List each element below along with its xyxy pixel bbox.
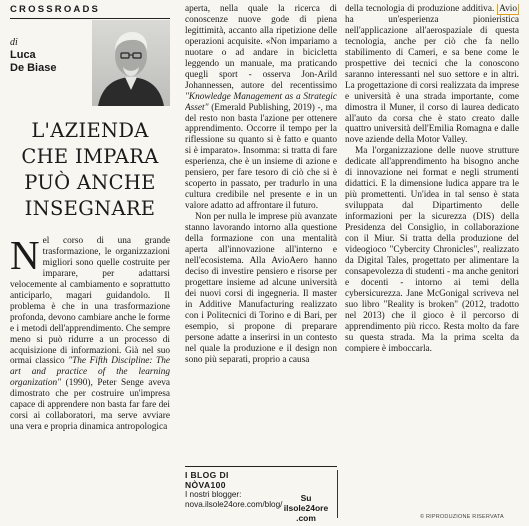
article-column-2 <box>185 4 337 460</box>
headline-line-2: CHE IMPARA <box>21 145 159 168</box>
author-portrait <box>92 20 170 106</box>
blog-site-label[interactable] <box>275 493 337 523</box>
author-last-name: De Biase <box>10 62 57 74</box>
column2-paragraph-1 <box>185 4 337 212</box>
column1-text-end: (1990), Peter Senge aveva dimostrato che per costruire un'impresa capace di apprendere non basta far fare dei corsi ai collaboratori, ma serve avviare una vera e propria dinamica antropologica <box>10 378 170 433</box>
blog-site-line-1: Su <box>300 493 312 503</box>
headline-line-1: L'AZIENDA <box>31 119 149 142</box>
column3-paragraph-2: Ma l'organizzazione delle nuove strutture dedicate all'apprendimento ha bisogno anche di innovazione nei format e negli strumenti didattici. E la dimensione ludica appare tra le più promettenti. Un'idea in tal senso è stata sviluppata dal Dipartimento delle informazioni per la sicurezza (DIS) della Presidenza del Consiglio, in collaborazione con il Miur. Si tratta della produzione del videogioco "Cybercity Chronicles", realizzato da Digital Tales, progettato per alimentare la consapevolezza di studenti - ma anche genitori e docenti - intorno ai temi della cybersicurezza. Jane McGonigal scriveva nel suo libro "Reality is broken" (2012, tradotto nel 2013) che il gioco è il percorso di apprendimento più ricco. Resta molto da fare su questa strada. Ma la prima scelta da compiere è imboccarla. <box>345 146 519 354</box>
column3-text-start: della tecnologia di produzione additiva. <box>345 4 498 14</box>
article-column-3 <box>345 4 519 512</box>
column2-paragraph-2: Non per nulla le imprese più avanzate stanno lavorando intorno alla questione della formazione con una mentalità aperta all'innovazione all'interno e nell'ecosistema. Alla AvioAero hanno deciso di investire pensiero e risorse per progettare insieme ad alcune università dei nuovi corsi di ingegneria. Il master in Additive Manufacturing realizzato con i Politecnici di Torino e di Bari, per esempio, si propone di preparare persone adatte a inserirsi in un contesto nel quale la produzione e il design non sono più separati, proprio a causa <box>185 212 337 365</box>
blog-site-line-3: .com <box>296 513 316 523</box>
column2-text-end: (Emerald Publishing, 2019) -, ma del resto non basta l'azione per ottenere apprendimento. Occorre il tempo per la riflessione su quanto si è fatto e quanto si è imparato». Insomma: si tratta di fare esperienza, che è un insieme di azione e pensiero, per fare tesoro di ciò che si è scoperto in passato, per tradurlo in una cultura credibile nel presente e in un valore adatto ad affrontare il futuro. <box>185 102 337 212</box>
article-column-1 <box>10 236 170 522</box>
book-title-senge: "The Fifth Discipline: The art and practice of the learning organization" <box>10 356 170 389</box>
author-first-name: Luca <box>10 49 36 61</box>
highlighted-word[interactable]: Avio <box>499 4 517 14</box>
blog-link-text[interactable]: I nostri blogger: nova.ilsole24ore.com/blog/ <box>185 490 283 509</box>
column3-paragraph-1 <box>345 4 519 146</box>
book-title-johannessen: "Knowledge Management as a Strategic Asset" <box>185 91 337 113</box>
column2-text: aperta, nella quale la ricerca di conoscenze nuove gode di piena legittimità, accanto alla ripetizione delle operazioni acquisite. «Non impariamo a nuotare o ad andare in bicicletta leggendo un manuale, ma praticando quegli sport - osserva Jon-Arild Johannessen, autore del recentissimo <box>185 4 337 91</box>
blog-site-line-2: ilsole24ore <box>283 503 329 513</box>
copyright-notice: © RIPRODUZIONE RISERVATA <box>420 514 504 520</box>
column-divider <box>337 470 338 518</box>
byline <box>10 36 56 75</box>
headline-line-3: PUÒ ANCHE <box>24 171 156 194</box>
blog-title-line-2: NÒVA100 <box>185 480 226 490</box>
headline-line-4: INSEGNARE <box>24 197 156 220</box>
column3-text: ha un'esperienza pionieristica nell'applicazione all'aerospaziale di questa tecnologia, anche per ciò che fa nello stabilimento di Cameri, e sa bene come le prospettive dei tecnici che la conoscono saranno interessanti nel suo settore e in altri. La progettazione di corsi realizzata da imprese e università è una strada importante, come dimostra il Muner, il corso di laurea dedicato all'auto da corsa che è stato creato dalle quattro università dell'Emilia Romagna e dalle nove aziende della Motor Valley. <box>345 14 519 146</box>
kicker-rule <box>10 18 170 19</box>
blog-title-line-1: I BLOG DI <box>185 470 229 480</box>
column1-paragraph <box>10 236 170 433</box>
headline <box>10 118 170 222</box>
section-kicker: CROSSROADS <box>10 4 101 15</box>
dropcap: N <box>10 236 40 278</box>
byline-prefix: di <box>10 37 18 48</box>
column1-text: el corso di una grande trasformazione, le organizzazioni migliori sono quelle costruite per imparare, per adattarsi velocemente al cambiamento e soprattutto anticiparlo, magari guidandolo. Il problema è che in una trasformazione profonda, devono cambiare anche le forme e i metodi dell'apprendimento. Che sempre meno si può ridurre a un processo di acquisizione di informazioni. Già nel suo ormai classico <box>10 236 170 367</box>
blog-box <box>185 466 337 523</box>
